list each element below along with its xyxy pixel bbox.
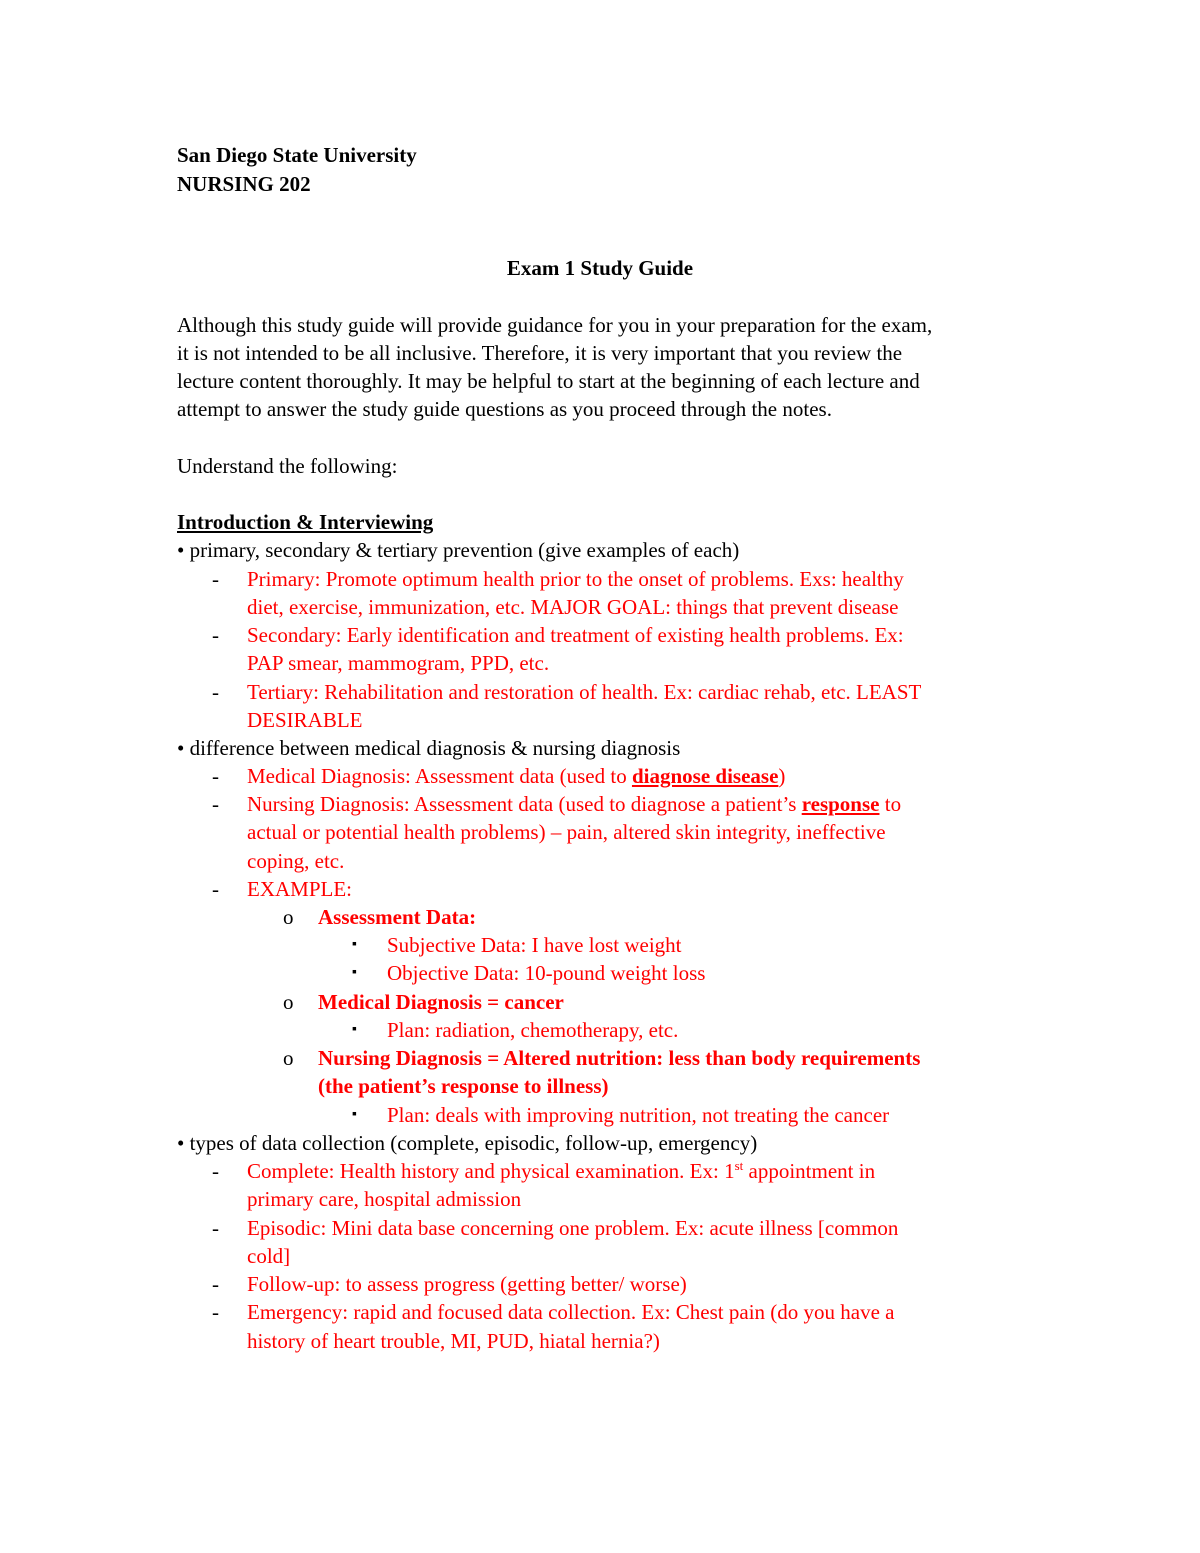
intro-line-1: Although this study guide will provide guidance for you in your preparation for the exam, [177, 313, 933, 337]
dash-marker: - [212, 792, 219, 816]
nursing-diagnosis-emphasis: response [801, 792, 880, 816]
dash-marker: - [212, 764, 219, 788]
understand-label: Understand the following: [177, 454, 398, 478]
complete-line-1 [247, 1157, 875, 1185]
nursing-diagnosis-line-3: coping, etc. [247, 849, 345, 873]
medical-diagnosis-text: Medical Diagnosis: Assessment data (used to [247, 764, 632, 788]
medical-diagnosis-example: Medical Diagnosis = cancer [318, 990, 564, 1014]
nursing-diagnosis-line-1 [247, 790, 901, 818]
example-label: EXAMPLE: [247, 877, 352, 901]
square-bullet-icon: ▪ [352, 1022, 357, 1037]
intro-line-3: lecture content thoroughly. It may be helpful to start at the beginning of each lecture and [177, 369, 920, 393]
nursing-plan: Plan: deals with improving nutrition, not treating the cancer [387, 1103, 890, 1127]
complete-text-cont: appointment in [743, 1159, 876, 1183]
diagnosis-question: • difference between medical diagnosis & nursing diagnosis [177, 736, 681, 760]
secondary-line-1: Secondary: Early identification and treatment of existing health problems. Ex: [247, 623, 904, 647]
complete-text: Complete: Health history and physical examination. Ex: 1 [247, 1159, 735, 1183]
tertiary-line-2: DESIRABLE [247, 708, 363, 732]
medical-diagnosis-line [247, 762, 785, 790]
followup-line: Follow-up: to assess progress (getting better/ worse) [247, 1272, 687, 1296]
section-heading: Introduction & Interviewing [177, 510, 434, 534]
square-bullet-icon: ▪ [352, 1107, 357, 1122]
dash-marker: - [212, 1300, 219, 1324]
complete-line-2: primary care, hospital admission [247, 1187, 522, 1211]
episodic-line-2: cold] [247, 1244, 291, 1268]
nursing-diagnosis-to: to [879, 792, 902, 816]
secondary-line-2: PAP smear, mammogram, PPD, etc. [247, 651, 550, 675]
dash-marker: - [212, 1272, 219, 1296]
ordinal-superscript: st [734, 1158, 744, 1173]
document-title: Exam 1 Study Guide [506, 256, 694, 280]
dash-marker: - [212, 623, 219, 647]
episodic-line-1: Episodic: Mini data base concerning one problem. Ex: acute illness [common [247, 1216, 899, 1240]
data-collection-question: • types of data collection (complete, episodic, follow-up, emergency) [177, 1131, 758, 1155]
nursing-diagnosis-text: Nursing Diagnosis: Assessment data (used to diagnose a patient’s [247, 792, 802, 816]
square-bullet-icon: ▪ [352, 965, 357, 980]
emergency-line-1: Emergency: rapid and focused data collection. Ex: Chest pain (do you have a [247, 1300, 895, 1324]
medical-plan: Plan: radiation, chemotherapy, etc. [387, 1018, 679, 1042]
dash-marker: - [212, 877, 219, 901]
nursing-diagnosis-example-2: (the patient’s response to illness) [318, 1074, 609, 1098]
university-name: San Diego State University [177, 143, 417, 167]
primary-line-1: Primary: Promote optimum health prior to the onset of problems. Exs: healthy [247, 567, 904, 591]
dash-marker: - [212, 680, 219, 704]
subjective-data: Subjective Data: I have lost weight [387, 933, 682, 957]
dash-marker: - [212, 1159, 219, 1183]
circle-marker: o [283, 990, 294, 1014]
assessment-data-label: Assessment Data: [318, 905, 477, 929]
emergency-line-2: history of heart trouble, MI, PUD, hiatal hernia?) [247, 1329, 660, 1353]
dash-marker: - [212, 1216, 219, 1240]
nursing-diagnosis-example-1: Nursing Diagnosis = Altered nutrition: less than body requirements [318, 1046, 921, 1070]
course-name: NURSING 202 [177, 172, 311, 196]
medical-diagnosis-emphasis: diagnose disease [631, 764, 779, 788]
dash-marker: - [212, 567, 219, 591]
medical-diagnosis-close: ) [778, 764, 786, 788]
intro-line-2: it is not intended to be all inclusive. Therefore, it is very important that you review the [177, 341, 903, 365]
objective-data: Objective Data: 10-pound weight loss [387, 961, 706, 985]
intro-line-4: attempt to answer the study guide questions as you proceed through the notes. [177, 397, 832, 421]
prevention-question: • primary, secondary & tertiary prevention (give examples of each) [177, 538, 740, 562]
circle-marker: o [283, 905, 294, 929]
primary-line-2: diet, exercise, immunization, etc. MAJOR GOAL: things that prevent disease [247, 595, 899, 619]
circle-marker: o [283, 1046, 294, 1070]
nursing-diagnosis-line-2: actual or potential health problems) – pain, altered skin integrity, ineffective [247, 820, 886, 844]
square-bullet-icon: ▪ [352, 937, 357, 952]
tertiary-line-1: Tertiary: Rehabilitation and restoration of health. Ex: cardiac rehab, etc. LEAST [247, 680, 922, 704]
